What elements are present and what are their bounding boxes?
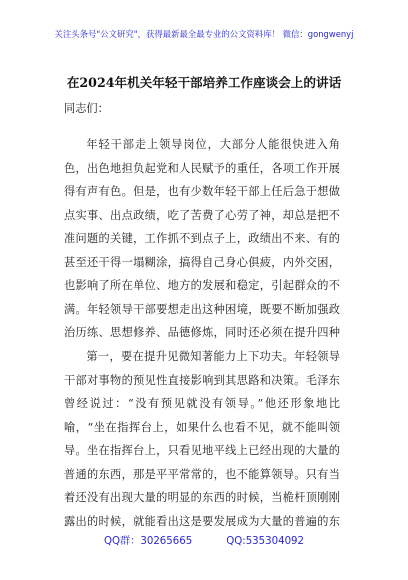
qq-number: QQ:535304092 — [226, 536, 305, 547]
salutation: 同志们： — [64, 102, 109, 115]
document-title: 在2024年机关年轻干部培养工作座谈会上的讲话 — [66, 75, 342, 90]
qq-group-number: QQ群：30265665 — [103, 536, 193, 547]
body-paragraph: 年轻干部走上领导岗位，大部分人能很快进入角色，出色地担负起党和人民赋予的重任，各项工作开展得有声有色。但是，也有少数年轻干部上任后急于想做点实事、出点政绩，吃了苦费了心劳了神，却总是把不准问题的关键，工作抓不到点子上，政绩出不来、有的甚至还干得一塌糊涂，搞得自己身心俱疲，内外交困，也影响了所在单位、地方的发展和稳定，引起群众的不满。年轻领导干部要想走出这种困境，既要不断加强政治历练、思想修养、品德修炼，同时还必须在提升四种 — [64, 138, 340, 339]
body-paragraph: 第一，要在提升见微知著能力上下功夫。年轻领导干部对事物的预见性直接影响到其思路和决策。毛泽东曾经说过：“没有预见就没有领导。”他还形象地比喻，“坐在指挥台上，如果什么也看不见，就不能叫领导。坐在指挥台上，只看见地平线上已经出现的大量的普通的东西，那是平平常常的，也不能算领导。只有当着还没有出现大量的明显的东西的时候，当桅杆顶刚刚露出的时候，就能看出这是要发展成为大量的普遍的东 — [64, 350, 340, 528]
header-banner: 关注头条号"公文研究"，获得最新最全最专业的公文资料库！ 微信：gongwenyj — [54, 29, 354, 39]
footer-contact — [0, 532, 408, 547]
